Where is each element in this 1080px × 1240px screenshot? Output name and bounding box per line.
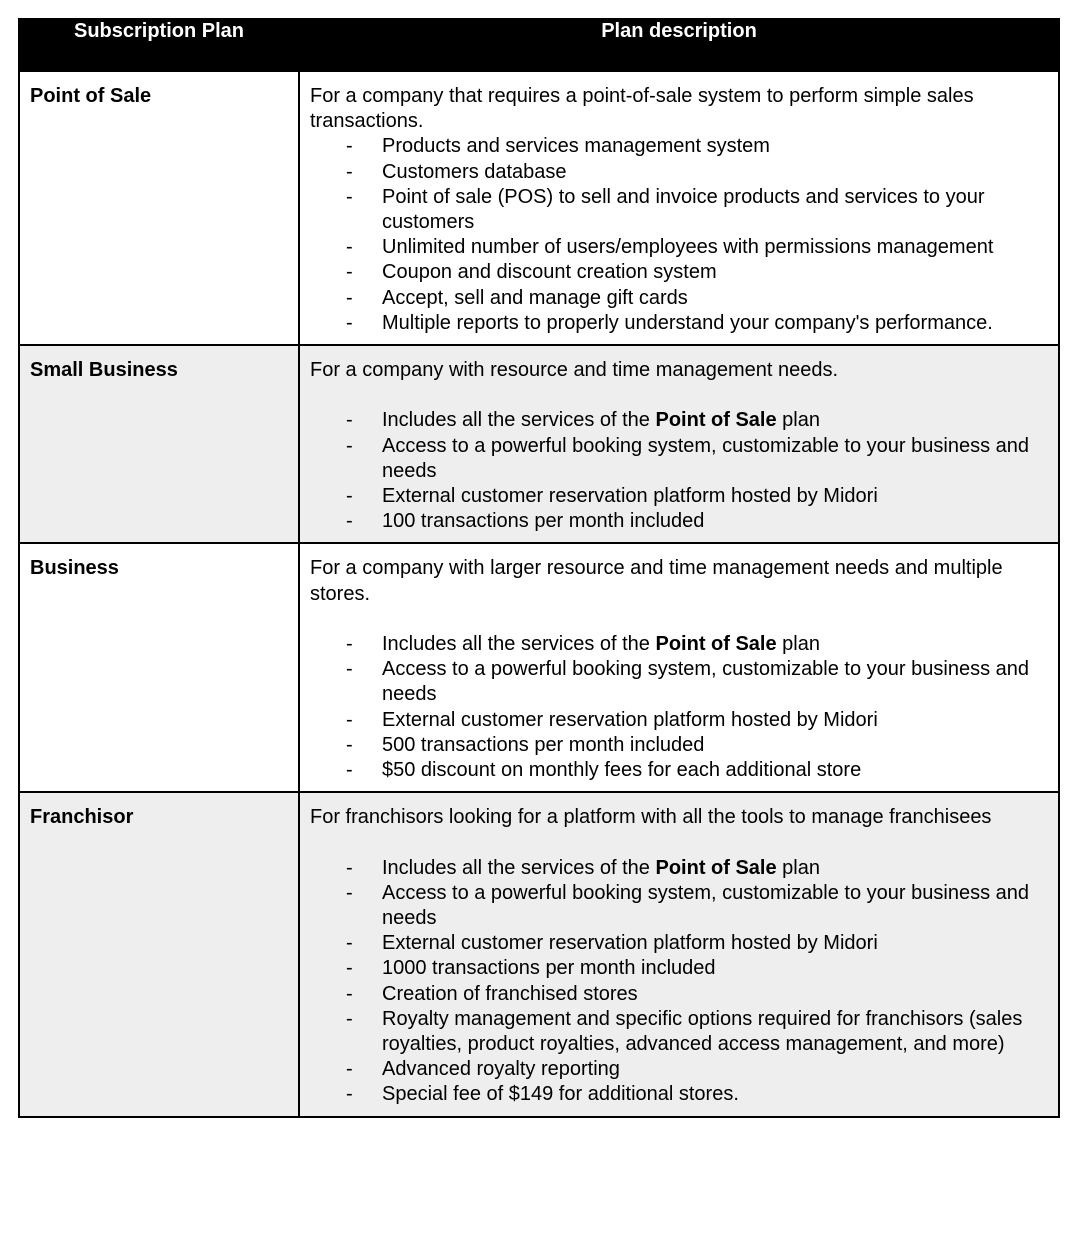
plan-description-point-of-sale: [299, 71, 1059, 345]
list-item: - Includes all the services of the Point of Sale plan: [346, 409, 820, 432]
list-item: - Access to a powerful booking system, customizable to your business and needs: [346, 658, 1029, 706]
list-item: - External customer reservation platform hosted by Midori: [346, 708, 878, 731]
subscription-plans-table: [18, 18, 1060, 1118]
list-item: - Advanced royalty reporting: [346, 1058, 620, 1081]
list-item: - Unlimited number of users/employees with permissions management: [346, 236, 994, 259]
list-item: - Coupon and discount creation system: [346, 261, 717, 284]
plan-description-business: [299, 543, 1059, 792]
list-item: - Access to a powerful booking system, customizable to your business and needs: [346, 881, 1029, 930]
plan-name-point-of-sale: Point of Sale: [19, 71, 299, 345]
plan-name-business: Business: [19, 543, 299, 792]
list-item: - Customers database: [346, 160, 567, 183]
list-item: - Products and services management system: [346, 135, 770, 158]
list-item: - $50 discount on monthly fees for each additional store: [346, 759, 862, 782]
feature-list: [310, 632, 1048, 783]
list-item: - 500 transactions per month included: [346, 733, 705, 756]
plan-intro: For a company with larger resource and time management needs and multiple stores.: [310, 557, 1003, 605]
list-item: - 1000 transactions per month included: [346, 957, 716, 980]
table-row: [19, 71, 1059, 345]
plan-description-franchisor: [299, 792, 1059, 1116]
table-row: [19, 345, 1059, 543]
list-item: - Includes all the services of the Point of Sale plan: [346, 856, 820, 879]
header-subscription-plan: Subscription Plan: [19, 19, 299, 71]
list-item: - Accept, sell and manage gift cards: [346, 286, 688, 309]
list-item: - Creation of franchised stores: [346, 982, 638, 1005]
list-item: - Royalty management and specific options required for franchisors (sales royalties, product royalties, advanced access management, and more): [346, 1007, 1023, 1056]
plan-description-small-business: [299, 345, 1059, 543]
plan-intro: For franchisors looking for a platform with all the tools to manage franchisees: [310, 806, 992, 829]
header-plan-description: Plan description: [299, 19, 1059, 71]
plan-intro: For a company with resource and time management needs.: [310, 359, 839, 382]
feature-list: [310, 856, 1048, 1108]
list-item: - External customer reservation platform hosted by Midori: [346, 932, 878, 955]
list-item: - 100 transactions per month included: [346, 510, 705, 533]
list-item: - Multiple reports to properly understand your company's performance.: [346, 311, 993, 334]
feature-list: [310, 134, 1048, 336]
plan-name-franchisor: Franchisor: [19, 792, 299, 1116]
table-row: [19, 543, 1059, 792]
list-item: - External customer reservation platform hosted by Midori: [346, 485, 878, 508]
table-header-row: [19, 19, 1059, 71]
feature-list: [310, 408, 1048, 534]
plan-intro: For a company that requires a point-of-sale system to perform simple sales transactions.: [310, 85, 974, 133]
list-item: - Includes all the services of the Point of Sale plan: [346, 633, 820, 656]
plan-name-small-business: Small Business: [19, 345, 299, 543]
list-item: - Point of sale (POS) to sell and invoice products and services to your customers: [346, 185, 985, 234]
table-row: [19, 792, 1059, 1116]
list-item: - Special fee of $149 for additional stores.: [346, 1083, 739, 1106]
list-item: - Access to a powerful booking system, customizable to your business and needs: [346, 434, 1029, 482]
